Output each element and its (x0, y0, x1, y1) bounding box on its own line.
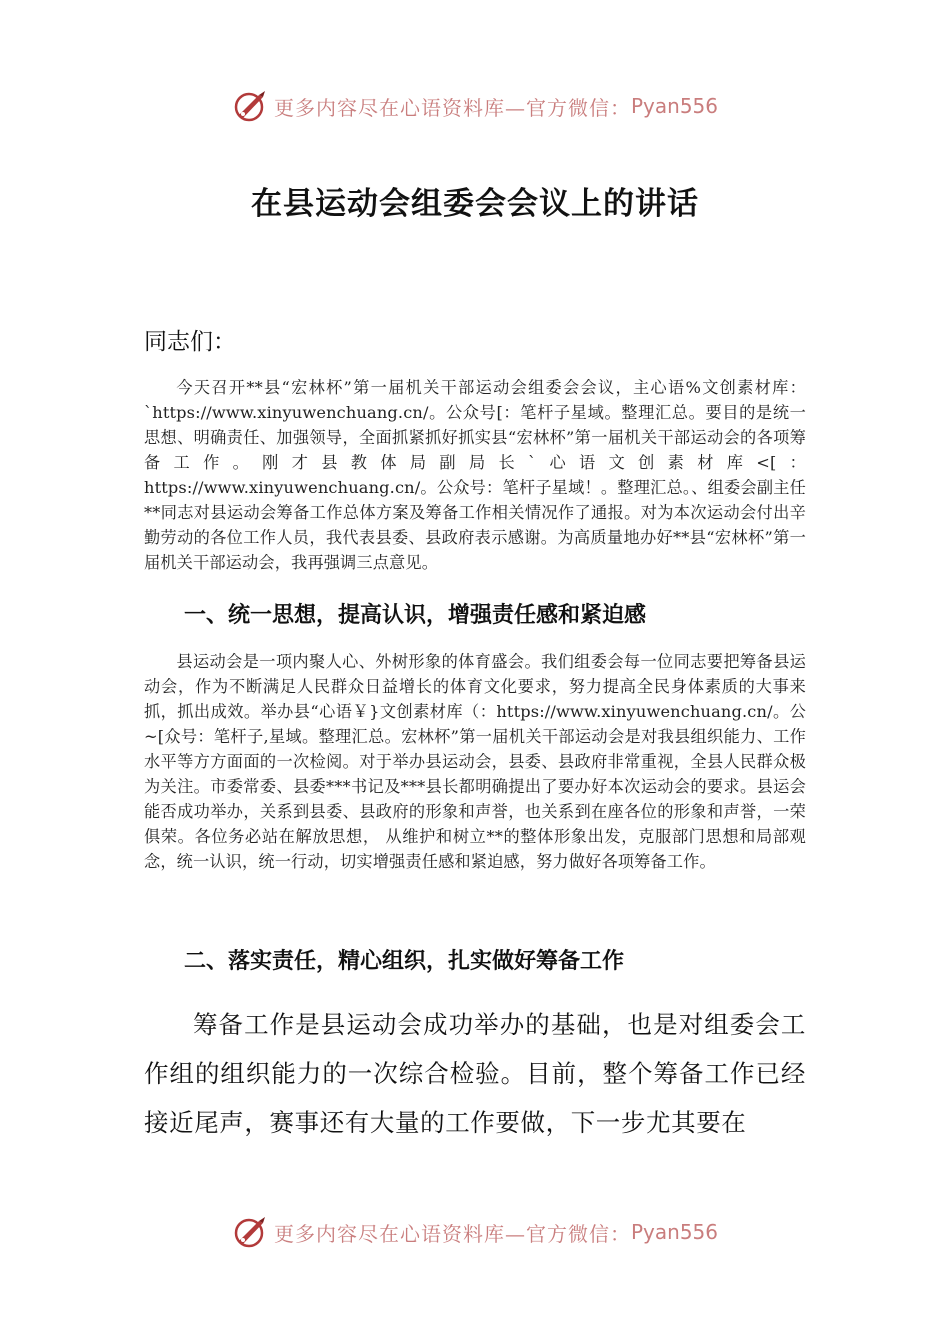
paragraph-intro: 今天召开**县“宏林杯”第一届机关干部运动会组委会会议，主心语%文创素材库：`https://www.xinyuwenchuang.cn/。公众号[：笔杆子星域。整理汇总。要目的是统一思想、明确责任、加强领导，全面抓紧抓好抓实县“宏林杯”第一届机关干部运动会的各项筹备工作。刚才县教体局副局长`心语文创素材库<[：https://www.xinyuwenchuang.cn/。公众号：笔杆子星域！。整理汇总。、组委会副主任**同志对县运动会筹备工作总体方案及筹备工作相关情况作了通报。对为本次运动会付出辛勤劳动的各位工作人员，我代表县委、县政府表示感谢。为高质量地办好**县“宏林杯”第一届机关干部运动会，我再强调三点意见。 (144, 378, 806, 572)
watermark-text: 更多内容尽在心语资料库—官方微信： (273, 1221, 631, 1246)
header-watermark (0, 86, 950, 126)
footer-watermark (0, 1212, 950, 1252)
salutation: 同志们： (144, 329, 236, 355)
document-title: 在县运动会组委会会议上的讲话 (251, 186, 699, 222)
pen-logo-icon (232, 88, 268, 124)
section-heading-2: 二、落实责任，精心组织，扎实做好筹备工作 (184, 949, 625, 974)
paragraph-section-2: 筹备工作是县运动会成功举办的基础，也是对组委会工作组的组织能力的一次综合检验。目前，整个筹备工作已经接近尾声，赛事还有大量的工作要做，下一步尤其要在 (144, 1010, 806, 1137)
section-heading-1: 一、统一思想，提高认识，增强责任感和紧迫感 (184, 603, 647, 628)
paragraph-section-1: 县运动会是一项内聚人心、外树形象的体育盛会。我们组委会每一位同志要把筹备县运动会，作为不断满足人民群众日益增长的体育文化要求，努力提高全民身体素质的大事来抓，抓出成效。举办县“心语￥}文创素材库（：https://www.xinyuwenchuang.cn/。公~[众号：笔杆子,星域。整理汇总。宏林杯”第一届机关干部运动会是对我县组织能力、工作水平等方方面面的一次检阅。对于举办县运动会，县委、县政府非常重视，全县人民群众极为关注。市委常委、县委***书记及***县长都明确提出了要办好本次运动会的要求。县运会能否成功举办，关系到县委、县政府的形象和声誉，也关系到在座各位的形象和声誉，一荣俱荣。各位务必站在解放思想， 从维护和树立**的整体形象出发，克服部门思想和局部观念，统一认识，统一行动，切实增强责任感和紧迫感，努力做好各项筹备工作。 (144, 652, 806, 871)
pen-logo-icon (232, 1214, 268, 1250)
watermark-text: 更多内容尽在心语资料库—官方微信： (273, 95, 631, 120)
watermark-wechat-id: Pyan556 (630, 1220, 718, 1244)
watermark-wechat-id: Pyan556 (630, 94, 718, 118)
